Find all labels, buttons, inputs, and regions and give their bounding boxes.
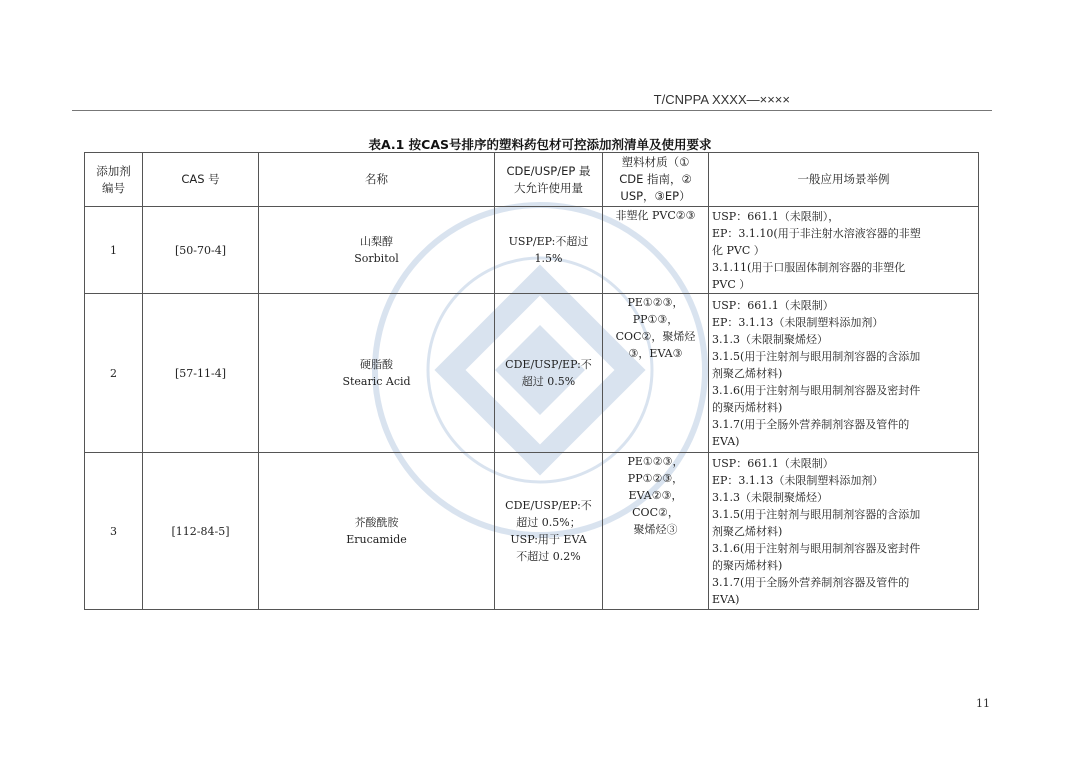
col-header-limit: CDE/USP/EP 最 大允许使用量 <box>495 153 603 207</box>
max-limit: CDE/USP/EP:不 超过 0.5%； USP:用于 EVA 不超过 0.2% <box>495 453 603 610</box>
table-row <box>85 294 979 453</box>
table-header-row <box>85 153 979 207</box>
materials: PE①②③，PP①②③， EVA②③，COC②， 聚烯烃③ <box>603 453 709 610</box>
max-limit: USP/EP:不超过 1.5% <box>495 207 603 294</box>
additive-name <box>259 294 495 453</box>
table-title: 表A.1 按CAS号排序的塑料药包材可控添加剂清单及使用要求 <box>368 137 712 152</box>
cas-number: [112-84-5] <box>143 453 259 610</box>
name-en: Erucamide <box>346 533 407 546</box>
header-rule <box>72 110 992 111</box>
name-en: Sorbitol <box>354 252 399 265</box>
name-en: Stearic Acid <box>342 375 411 388</box>
col-header-applications: 一般应用场景举例 <box>709 153 979 207</box>
document-code-header: T/CNPPA XXXX—×××× <box>653 92 790 107</box>
additive-id: 1 <box>85 207 143 294</box>
name-cn: 芥酸酰胺 <box>354 516 399 529</box>
additive-name <box>259 207 495 294</box>
col-header-material: 塑料材质（① CDE 指南，② USP，③EP） <box>603 153 709 207</box>
materials: 非塑化 PVC②③ <box>603 207 709 294</box>
name-cn: 山梨醇 <box>360 235 393 248</box>
applications: USP：661.1（未限制）， EP：3.1.10(用于非注射水溶液容器的非塑 化 PVC ） 3.1.11(用于口服固体制剂容器的非塑化 PVC ） <box>709 207 979 294</box>
materials: PE①②③，PP①③， COC②，聚烯烃 ③，EVA③ <box>603 294 709 453</box>
col-header-id: 添加剂 编号 <box>85 153 143 207</box>
cas-number: [57-11-4] <box>143 294 259 453</box>
name-cn: 硬脂酸 <box>360 358 393 371</box>
col-header-cas: CAS 号 <box>143 153 259 207</box>
applications: USP：661.1（未限制） EP：3.1.13（未限制塑料添加剂） 3.1.3（未限制聚烯烃） 3.1.5(用于注射剂与眼用制剂容器的含添加 剂聚乙烯材料) 3.1.6(用于注射剂与眼用制剂容器及密封件 的聚丙烯材料) 3.1.7(用于全肠外营养制剂容器及管件的 EVA) <box>709 453 979 610</box>
additive-id: 2 <box>85 294 143 453</box>
col-header-name: 名称 <box>259 153 495 207</box>
table-row <box>85 453 979 610</box>
additive-id: 3 <box>85 453 143 610</box>
cas-number: [50-70-4] <box>143 207 259 294</box>
additives-table <box>84 152 979 610</box>
max-limit: CDE/USP/EP:不 超过 0.5% <box>495 294 603 453</box>
additive-name <box>259 453 495 610</box>
table-row <box>85 207 979 294</box>
applications: USP：661.1（未限制） EP：3.1.13（未限制塑料添加剂） 3.1.3（未限制聚烯烃） 3.1.5(用于注射剂与眼用制剂容器的含添加 剂聚乙烯材料) 3.1.6(用于注射剂与眼用制剂容器及密封件 的聚丙烯材料) 3.1.7(用于全肠外营养制剂容器及管件的 EVA) <box>709 294 979 453</box>
page-number: 11 <box>976 697 990 710</box>
